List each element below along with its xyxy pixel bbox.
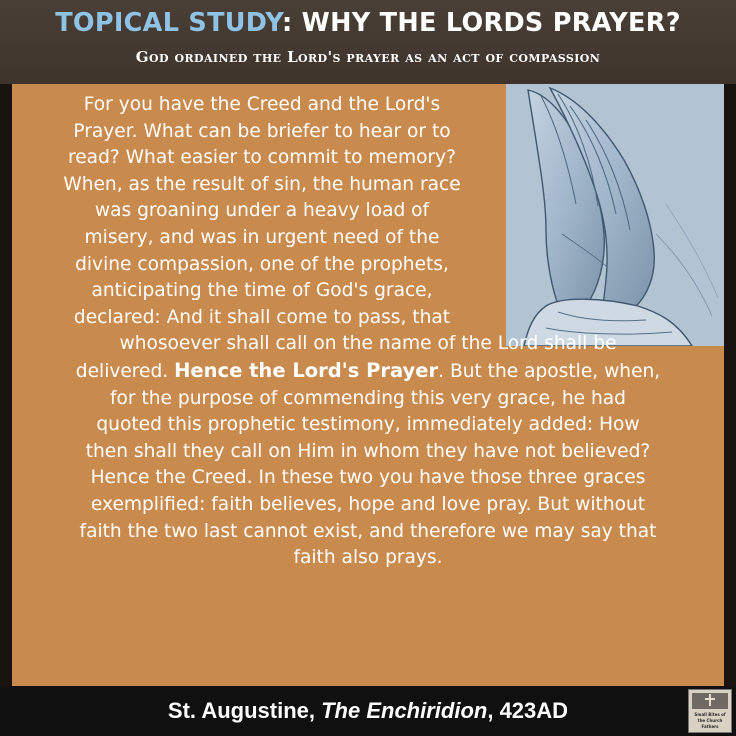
header-bar: [0, 0, 736, 84]
quote-line: for the purpose of commending this very grace, he had: [110, 387, 626, 409]
quote-fragment: . But the apostle, when,: [438, 360, 661, 382]
quote-line: quoted this prophetic testimony, immediately added: How: [96, 414, 640, 436]
quote-line: faith the two last cannot exist, and therefore we may say that: [79, 520, 657, 542]
quote-line: declared: And it shall come to pass, that: [73, 306, 451, 328]
logo-text: Small Bites of: [694, 712, 726, 717]
title-rest: : WHY THE LORDS PRAYER?: [281, 8, 681, 38]
logo-text: the Church: [697, 718, 723, 723]
quote-line: faith also prays.: [293, 547, 443, 569]
attribution-author: St. Augustine,: [167, 698, 322, 723]
church-fathers-logo: [688, 689, 732, 733]
quote-emphasis: Hence the Lord's Prayer: [174, 358, 439, 382]
attribution-work: The Enchiridion: [321, 698, 488, 723]
quote-line: Prayer. What can be briefer to hear or to: [73, 120, 451, 142]
attribution: [0, 686, 736, 736]
quote-line: whosoever shall call on the name of the Lord shall be: [119, 333, 617, 355]
quote-text: [12, 92, 724, 572]
quote-line: exemplified: faith believes, hope and love pray. But without: [90, 493, 646, 515]
quote-line: then shall they call on Him in whom they have not believed?: [85, 440, 651, 462]
page-title: [0, 8, 736, 38]
quote-line-mixed: [12, 358, 724, 386]
page-subtitle: God ordained the Lord's prayer as an act of compassion: [135, 48, 601, 66]
quote-line: read? What easier to commit to memory?: [68, 147, 456, 169]
quote-line: anticipating the time of God's grace,: [91, 280, 433, 302]
attribution-date: , 423AD: [487, 698, 569, 723]
quote-line: divine compassion, one of the prophets,: [75, 253, 449, 275]
quote-line: When, as the result of sin, the human race: [63, 173, 461, 195]
quote-line: misery, and was in urgent need of the: [84, 226, 440, 248]
cross-icon: [709, 694, 711, 706]
quote-line: was groaning under a heavy load of: [94, 200, 430, 222]
quote-line: Hence the Creed. In these two you have those three graces: [90, 467, 646, 489]
logo-text: Fathers: [701, 724, 719, 729]
title-accent: TOPICAL STUDY: [55, 8, 282, 38]
quote-fragment: delivered.: [75, 360, 175, 382]
cross-icon-bar: [705, 698, 715, 700]
footer-bar: [0, 686, 736, 736]
quote-line: For you have the Creed and the Lord's: [83, 94, 441, 115]
